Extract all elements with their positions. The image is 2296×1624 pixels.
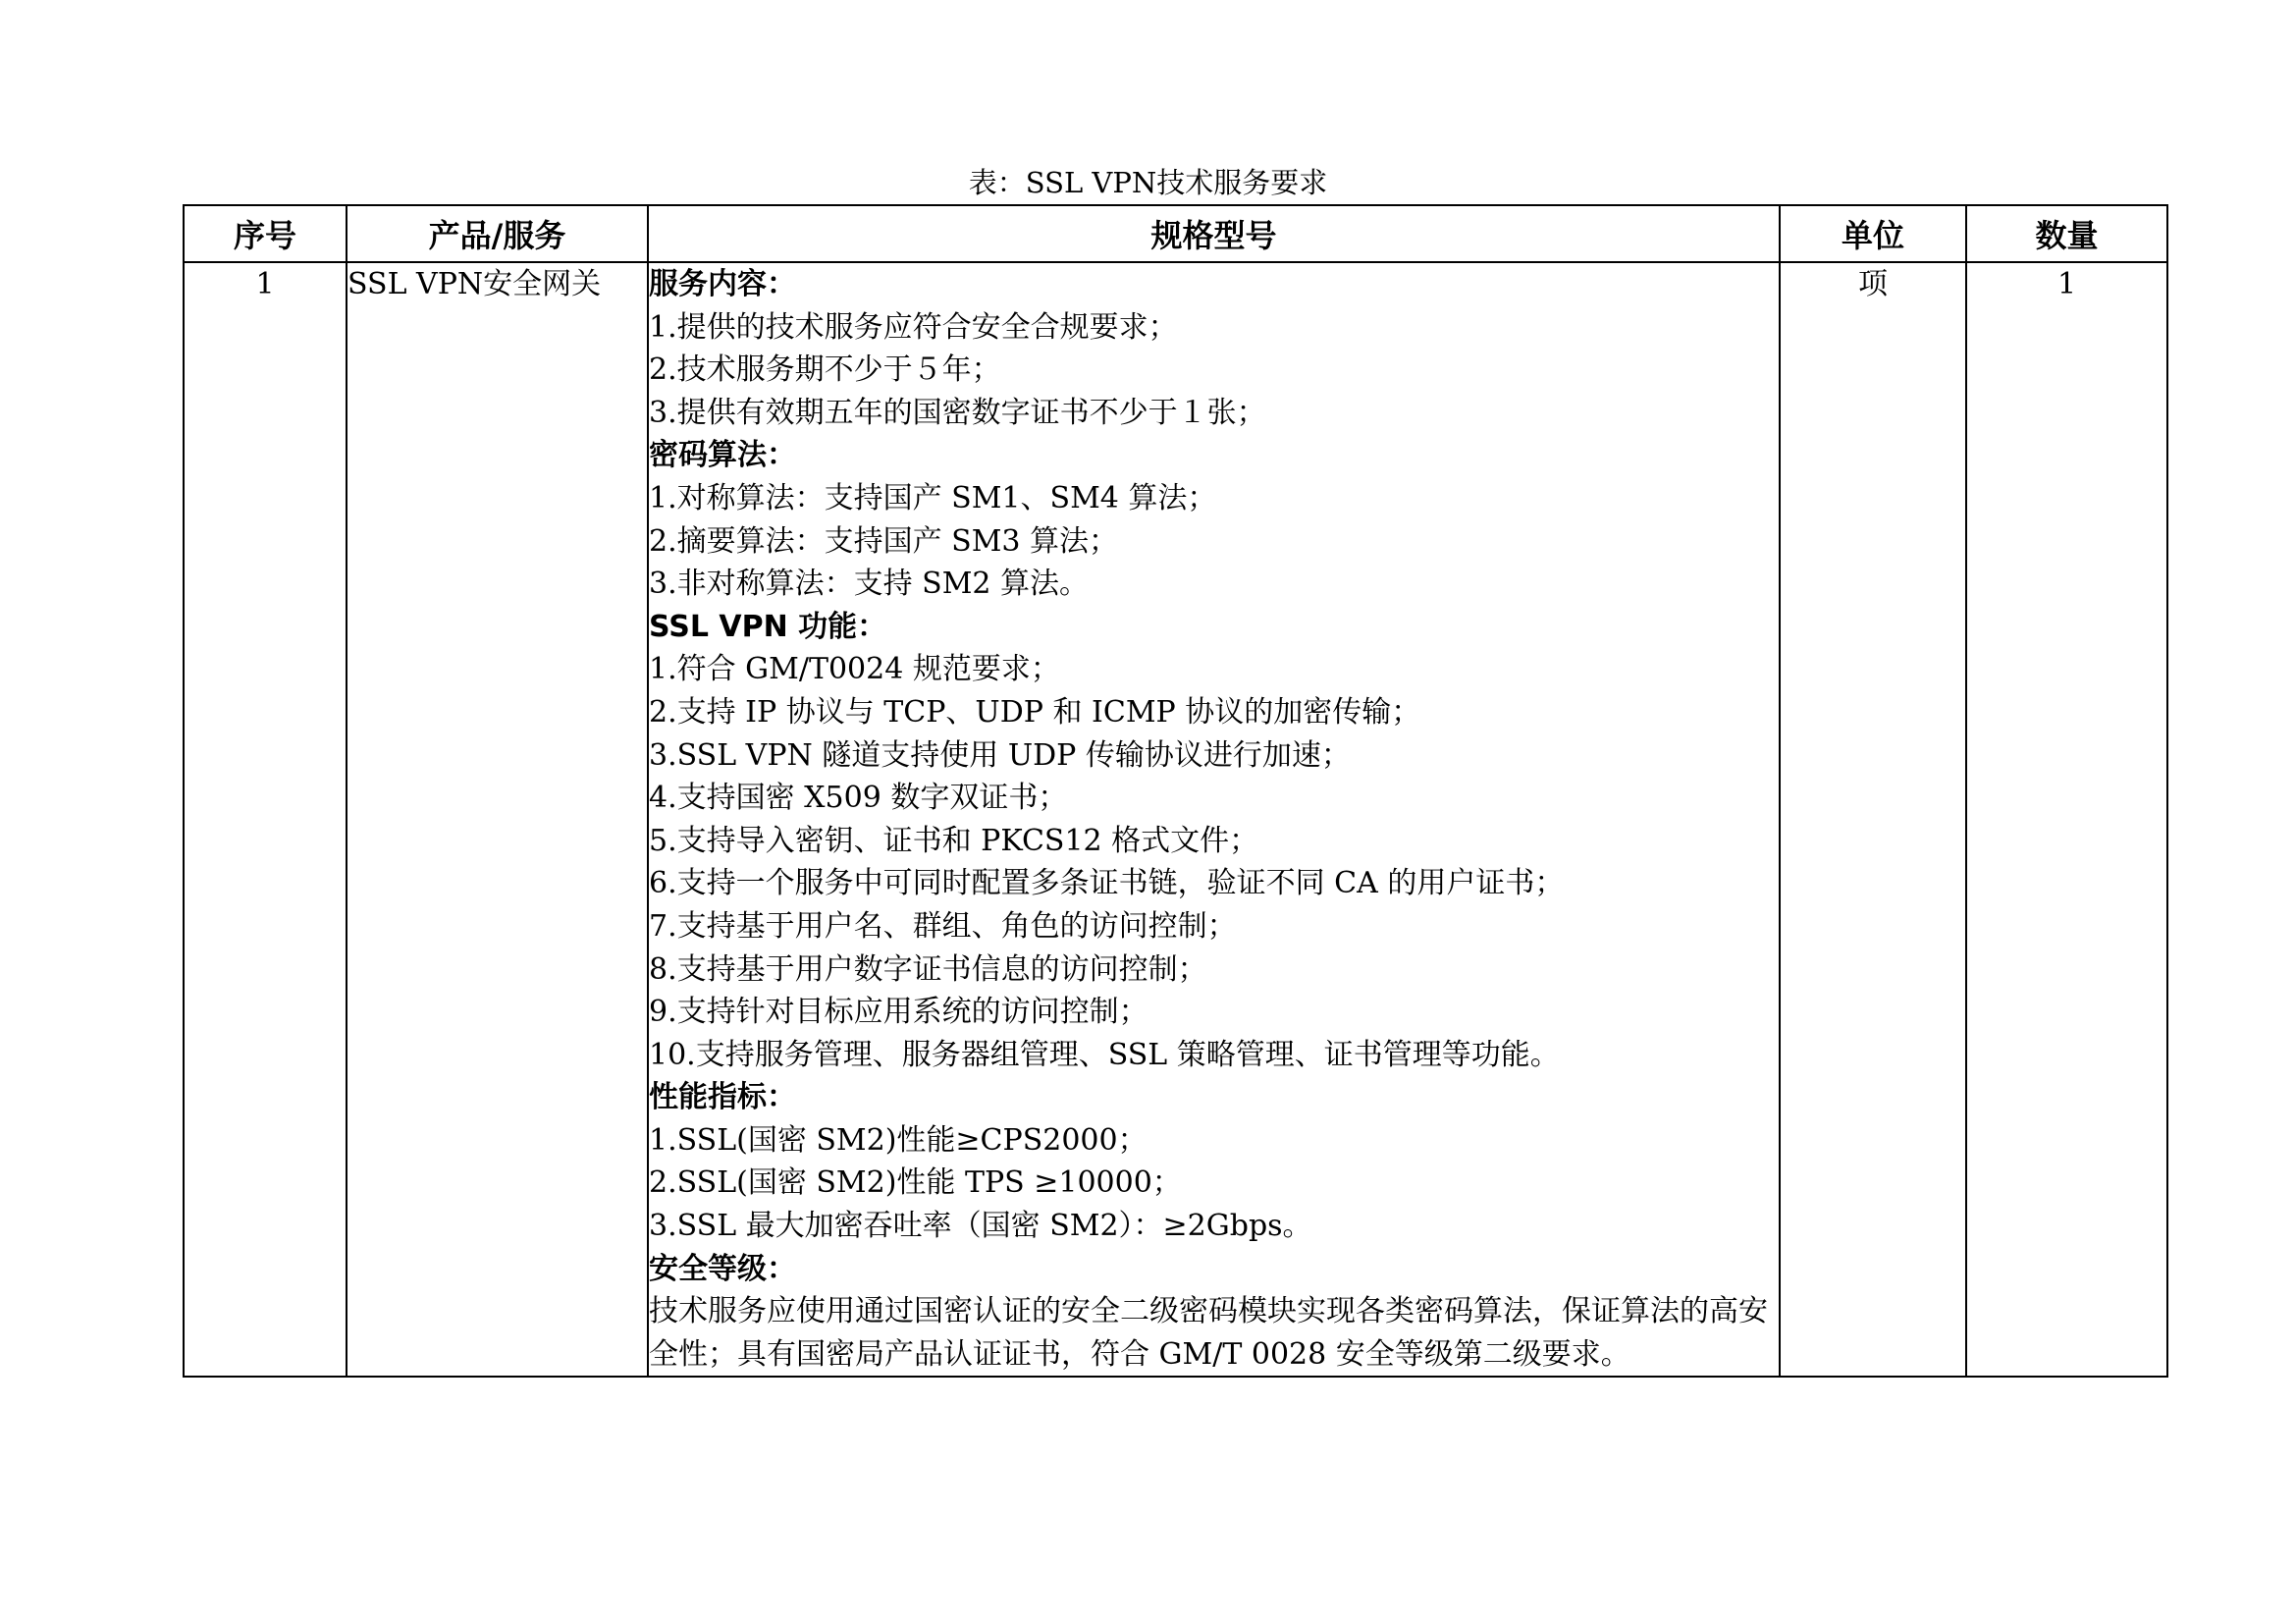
cell-seq: 1 [184,262,347,1377]
spec-table [183,204,2168,1378]
header-spec: 规格型号 [648,205,1780,262]
section-title-crypto: 密码算法： [649,438,796,473]
crypto-item: 1.对称算法：支持国产 SM1、SM4 算法； [649,480,1217,515]
function-item: 7.支持基于用户名、群组、角色的访问控制； [649,908,1237,944]
cell-spec [648,262,1780,1377]
header-product: 产品/服务 [347,205,648,262]
cell-qty: 1 [1966,262,2167,1377]
function-item: 2.支持 IP 协议与 TCP、UDP 和 ICMP 协议的加密传输； [649,694,1421,730]
service-item: 3.提供有效期五年的国密数字证书不少于１张； [649,395,1266,430]
function-item: 8.支持基于用户数字证书信息的访问控制； [649,951,1207,987]
section-title-service: 服务内容： [649,267,796,301]
section-title-function: SSL VPN 功能： [649,609,887,644]
section-title-performance: 性能指标： [649,1080,796,1115]
table-row [184,262,2167,1377]
header-unit: 单位 [1780,205,1966,262]
table-caption: 表：SSL VPN技术服务要求 [968,166,1328,199]
service-item: 2.技术服务期不少于５年； [649,352,1001,388]
service-item: 1.提供的技术服务应符合安全合规要求； [649,309,1178,345]
section-title-security: 安全等级： [649,1251,796,1286]
performance-item: 3.SSL 最大加密吞吐率（国密 SM2）：≥2Gbps。 [649,1209,1312,1244]
cell-product: SSL VPN安全网关 [347,262,648,1377]
cell-unit: 项 [1780,262,1966,1377]
function-item: 9.支持针对目标应用系统的访问控制； [649,995,1148,1030]
performance-item: 1.SSL(国密 SM2)性能≥CPS2000； [649,1122,1148,1158]
header-seq: 序号 [184,205,347,262]
header-qty: 数量 [1966,205,2167,262]
crypto-item: 2.摘要算法：支持国产 SM3 算法； [649,523,1119,559]
function-item: 10.支持服务管理、服务器组管理、SSL 策略管理、证书管理等功能。 [649,1037,1560,1072]
security-paragraph: 技术服务应使用通过国密认证的安全二级密码模块实现各类密码算法，保证算法的高安全性；具有国密局产品认证证书，符合 GM/T 0028 安全等级第二级要求。 [649,1294,1768,1372]
function-item: 6.支持一个服务中可同时配置多条证书链，验证不同 CA 的用户证书； [649,866,1565,901]
function-item: 1.符合 GM/T0024 规范要求； [649,652,1060,687]
function-item: 3.SSL VPN 隧道支持使用 UDP 传输协议进行加速； [649,737,1351,773]
function-item: 4.支持国密 X509 数字双证书； [649,781,1068,816]
table-header-row [184,205,2167,262]
function-item: 5.支持导入密钥、证书和 PKCS12 格式文件； [649,823,1259,858]
crypto-item: 3.非对称算法：支持 SM2 算法。 [649,567,1090,602]
performance-item: 2.SSL(国密 SM2)性能 TPS ≥10000； [649,1165,1182,1201]
